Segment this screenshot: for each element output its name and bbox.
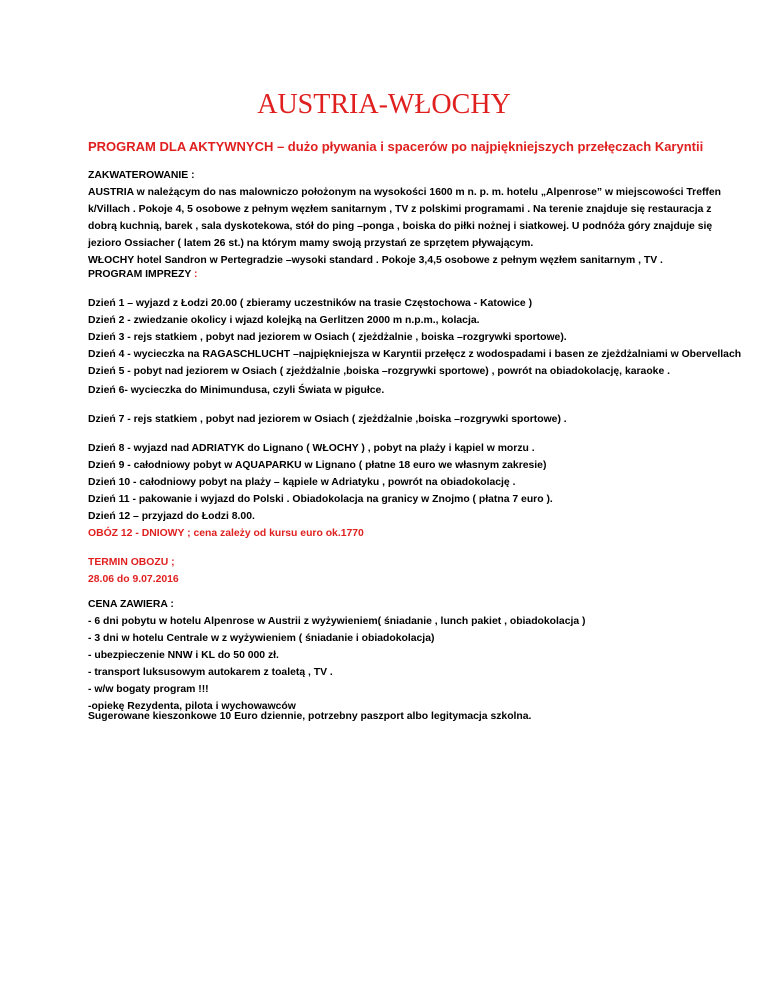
price-includes-heading: CENA ZAWIERA : [88, 599, 174, 610]
program-day: Dzień 12 – przyjazd do Łodzi 8.00. [88, 511, 255, 522]
term-section [88, 554, 748, 588]
program-heading: PROGRAM IMPREZY [88, 269, 192, 280]
program-day: Dzień 11 - pakowanie i wyjazd do Polski . Obiadokolacja na granicy w Znojmo ( płatna 7 euro ). [88, 494, 553, 505]
accommodation-heading: ZAKWATEROWANIE : [88, 170, 195, 181]
accommodation-line: dobrą kuchnią, barek , sala dyskotekowa, stół do ping –ponga , boiska do piłki nożnej i siatkowej. U podnóża góry znajduje się [88, 221, 713, 232]
program-day: Dzień 3 - rejs statkiem , pobyt nad jeziorem w Osiach ( zjeżdżalnie , boiska –rozgrywki sportowe). [88, 332, 567, 343]
price-includes-item: - w/w bogaty program !!! [88, 684, 209, 695]
accommodation-section [88, 167, 748, 269]
accommodation-line: jezioro Ossiacher ( latem 26 st.) na którym mamy swoją przystań ze sprzętem pływającym. [88, 238, 534, 249]
term-heading: TERMIN OBOZU ; [88, 557, 175, 568]
program-day: Dzień 6- wycieczka do Minimundusa, czyli Świata w pigułce. [88, 385, 385, 396]
program-day: Dzień 7 - rejs statkiem , pobyt nad jeziorem w Osiach ( zjeżdżalnie ,boiska –rozgrywki sportowe) . [88, 414, 567, 425]
accommodation-line: WŁOCHY hotel Sandron w Pertegradzie –wysoki standard . Pokoje 3,4,5 osobowe z pełnym węzłem sanitarnym , TV . [88, 255, 663, 266]
program-heading-row [88, 266, 748, 283]
accommodation-line: AUSTRIA w należącym do nas malowniczo położonym na wysokości 1600 m n. p. m. hotelu „Alpenrose” w miejscowości Treffen [88, 187, 722, 198]
document-title: AUSTRIA-WŁOCHY [257, 89, 511, 120]
program-heading-colon: : [191, 269, 198, 280]
program-day-6 [88, 382, 748, 399]
price-includes-item: - transport luksusowym autokarem z toaletą , TV . [88, 667, 333, 678]
program-day: Dzień 2 - zwiedzanie okolicy i wjazd kolejką na Gerlitzen 2000 m n.p.m., kolacja. [88, 315, 480, 326]
price-includes-item: -opiekę Rezydenta, pilota i wychowawców [88, 701, 296, 712]
program-day: Dzień 4 - wycieczka na RAGASCHLUCHT –najpiękniejsza w Karyntii przełęcz z wodospadami i basen ze zjeżdżalniami w Obervellach [88, 349, 742, 360]
program-day: Dzień 5 - pobyt nad jeziorem w Osiach ( zjeżdżalnie ,boiska –rozgrywki sportowe) , powrót na obiadokolację, karaoke . [88, 366, 671, 377]
price-includes-item: - 3 dni w hotelu Centrale w z wyżywieniem ( śniadanie i obiadokolacja) [88, 633, 435, 644]
pocket-money-note [88, 708, 748, 725]
price-includes-item: - ubezpieczenie NNW i KL do 50 000 zł. [88, 650, 279, 661]
program-day-7 [88, 411, 748, 428]
term-dates: 28.06 do 9.07.2016 [88, 574, 179, 585]
program-day: Dzień 1 – wyjazd z Łodzi 20.00 ( zbieramy uczestników na trasie Częstochowa - Katowice ) [88, 298, 533, 309]
program-days-1-5 [88, 295, 748, 380]
program-subtitle: PROGRAM DLA AKTYWNYCH – dużo pływania i spacerów po najpiękniejszych przełęczach Karyntii [88, 139, 704, 154]
price-includes-item: - 6 dni pobytu w hotelu Alpenrose w Austrii z wyżywieniem( śniadanie , lunch pakiet , obiadokolacja ) [88, 616, 586, 627]
program-day: Dzień 9 - całodniowy pobyt w AQUAPARKU w Lignano ( płatne 18 euro we własnym zakresie) [88, 460, 547, 471]
program-day: Dzień 8 - wyjazd nad ADRIATYK do Lignano ( WŁOCHY ) , pobyt na plaży i kąpiel w morzu . [88, 443, 535, 454]
price-includes-section [88, 596, 748, 715]
camp-price-info [88, 525, 748, 542]
accommodation-line: k/Villach . Pokoje 4, 5 osobowe z pełnym węzłem sanitarnym , TV z polskimi programami . Na terenie znajduje się restauracja z [88, 204, 712, 215]
program-days-8-12 [88, 440, 748, 525]
program-day: Dzień 10 - całodniowy pobyt na plaży – kąpiele w Adriatyku , powrót na obiadokolację . [88, 477, 516, 488]
pocket-money-line: Sugerowane kieszonkowe 10 Euro dziennie, potrzebny paszport albo legitymacja szkolna. [88, 711, 532, 722]
camp-price-line: OBÓZ 12 - DNIOWY ; cena zależy od kursu euro ok.1770 [88, 528, 364, 539]
